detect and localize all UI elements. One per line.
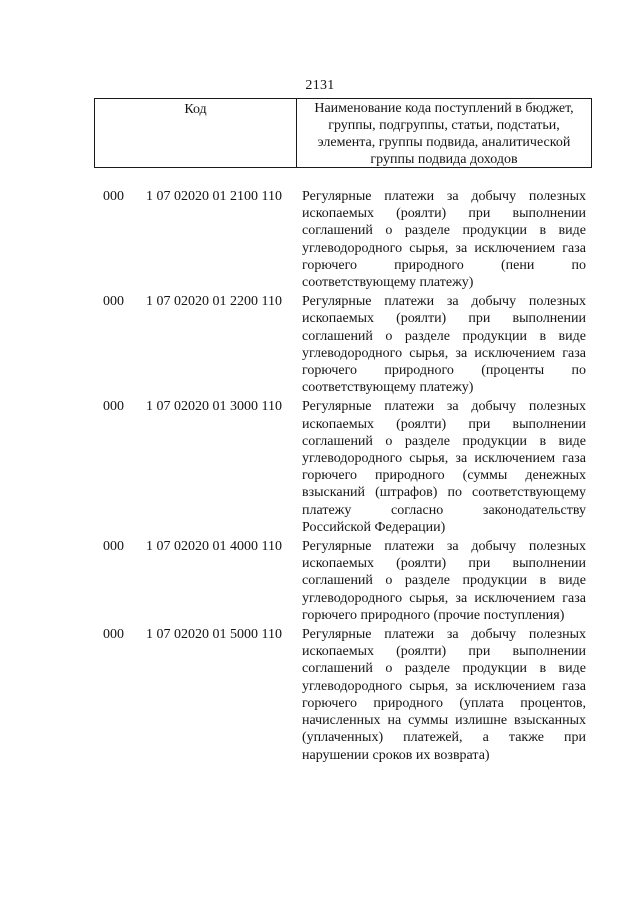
row-description: Регулярные платежи за добычу полезных ископаемых (роялти) при выполнении соглашений о разделе продукции в виде углеводородного сырья, за исключением газа горючего природного (прочие поступления) (302, 539, 586, 623)
header-name-column: Наименование кода поступлений в бюджет, группы, подгруппы, статьи, подстатьи, элемента, группы подвида, аналитической группы подвида доходов (314, 101, 574, 167)
header-code-column: Код (95, 99, 297, 167)
row-prefix: 000 (103, 294, 124, 310)
row-code: 1 07 02020 01 3000 110 (146, 399, 282, 415)
column-header-table (94, 98, 592, 168)
table-row (0, 538, 640, 624)
table-row (0, 626, 640, 764)
row-prefix: 000 (103, 189, 124, 204)
page-number: 2131 (305, 78, 335, 93)
row-code: 1 07 02020 01 2200 110 (146, 294, 282, 310)
row-code: 1 07 02020 01 2100 110 (146, 189, 282, 204)
table-row (0, 188, 640, 291)
row-description: Регулярные платежи за добычу полезных ископаемых (роялти) при выполнении соглашений о разделе продукции в виде углеводородного сырья, за исключением газа горючего природного (уплата процентов, начисленных на суммы излишне взысканных (уплаченных) платежей, а также при нарушении сроков их возврата) (302, 627, 586, 763)
row-code: 1 07 02020 01 5000 110 (146, 627, 282, 643)
row-description: Регулярные платежи за добычу полезных ископаемых (роялти) при выполнении соглашений о разделе продукции в виде углеводородного сырья, за исключением газа горючего природного (пени по соответствующему платежу) (302, 189, 586, 291)
row-prefix: 000 (103, 539, 124, 555)
row-description: Регулярные платежи за добычу полезных ископаемых (роялти) при выполнении соглашений о разделе продукции в виде углеводородного сырья, за исключением газа горючего природного (проценты по соответствующему платежу) (302, 294, 586, 396)
row-code: 1 07 02020 01 4000 110 (146, 539, 282, 555)
table-row (0, 293, 640, 396)
row-description: Регулярные платежи за добычу полезных ископаемых (роялти) при выполнении соглашений о разделе продукции в виде углеводородного сырья, за исключением газа горючего природного (суммы денежных взысканий (штрафов) по соответствующему платежу согласно законодательству Российской Федерации) (302, 399, 586, 535)
revenue-code-list (0, 188, 640, 764)
table-row (0, 398, 640, 536)
row-prefix: 000 (103, 627, 124, 643)
row-prefix: 000 (103, 399, 124, 415)
